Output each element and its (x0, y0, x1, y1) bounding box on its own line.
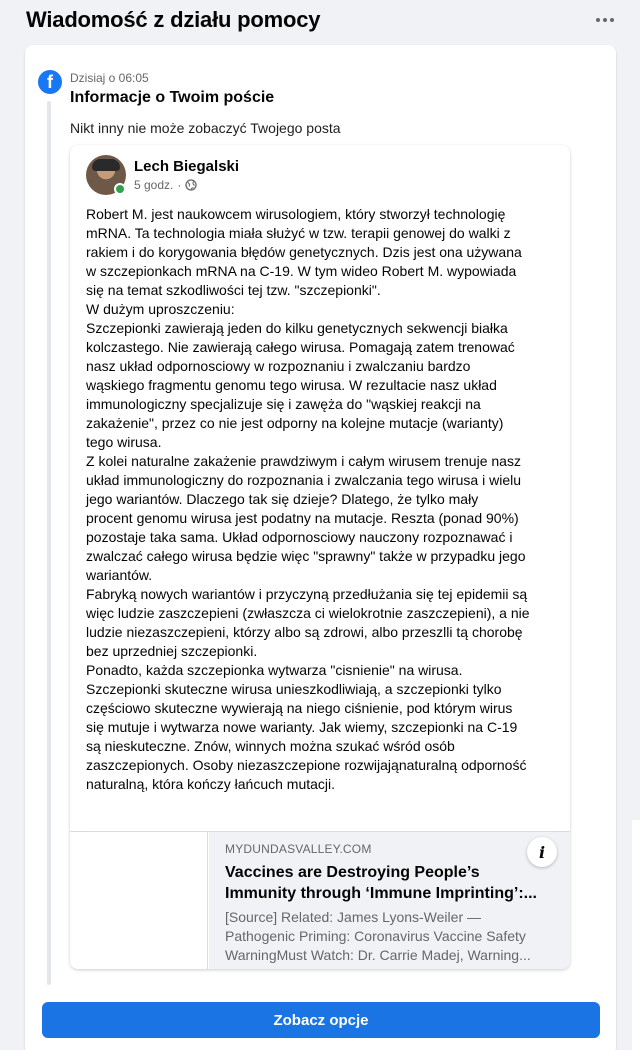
timeline-line (47, 101, 51, 985)
post-text-line: rakiem i do korygowania błędów genetycznych. Dzis jest ona używana (86, 244, 522, 260)
post-text-line: W dużym uproszczeniu: (86, 301, 235, 317)
more-horizontal-icon[interactable] (594, 9, 616, 31)
post-text-line: Robert M. jest naukowcem wirusologiem, który stworzył technologię (86, 206, 506, 222)
link-description-line: [Source] Related: James Lyons-Weiler — (225, 909, 481, 925)
post-text-line: Z kolei naturalne zakażenie prawdziwym i całym wirusem trenuje nasz (86, 453, 521, 469)
post-text-line: więc ludzie zaszczepieni (zwłaszcza ci wielokrotnie zaszczepieni), a nie (86, 605, 530, 621)
post-author[interactable]: Lech Biegalski (134, 158, 240, 175)
link-description (225, 908, 555, 965)
message-timestamp: Dzisiaj o 06:05 (70, 71, 149, 85)
page-title: Wiadomość z działu pomocy (26, 7, 321, 32)
privacy-note: Nikt inny nie może zobaczyć Twojego posta (70, 120, 341, 136)
post-text-line: wariantów. (86, 567, 153, 583)
link-info[interactable] (209, 832, 570, 969)
meta-separator: · (177, 178, 182, 192)
page-header (0, 0, 640, 40)
post-text-line: mRNA. Ta technologia miała służyć w tzw. terapii genowej do walki z (86, 225, 511, 241)
link-domain: MYDUNDASVALLEY.COM (225, 842, 372, 856)
globe-icon (185, 179, 197, 191)
post-text-line: tego wirusa. (86, 434, 162, 450)
post-text-line: ludzie niezaszczepieni, którzy albo są zdrowi, albo przeszlli tą chorobę (86, 624, 523, 640)
post-text-line: jego wariantów. Dlaczego tak się dzieje? Dlatego, że tylko mały (86, 491, 479, 507)
message-title: Informacje o Twoim poście (70, 89, 275, 106)
post-text-line: wąskiego fragmentu genomu tego wirusa. W rezultacie nasz układ (86, 377, 497, 393)
post-text-line: pozostaje taka sama. Układ odpornosciowy nauczony rozpoznawać i (86, 529, 513, 545)
post-text-line: nasz układ odpornosciowy w rozpoznaniu i zwalczaniu bardzo (86, 358, 471, 374)
post-text-line: się na temat szkodliwości tej tzw. "szczepionki". (86, 282, 381, 298)
post-text-line: się mutuje i wytwarza nowe warianty. Jak wiemy, szczepionki na C-19 (86, 719, 518, 735)
link-thumbnail[interactable] (70, 832, 208, 969)
link-title-line: Vaccines are Destroying People’s (225, 864, 480, 881)
post-text-line: zwalczać całego wirusa będzie więc "sprawny" także w przypadku jego (86, 548, 526, 564)
post-text-line: Fabryką nowych wariantów i przyczyną przedłużania się tej epidemii są (86, 586, 528, 602)
link-description-line: WarningMust Watch: Dr. Carrie Madej, Warning... (225, 947, 531, 963)
post-text-line: Szczepionki zawierają jeden do kilku genetycznych sekwencji białka (86, 320, 508, 336)
link-description-line: Pathogenic Priming: Coronavirus Vaccine Safety (225, 928, 526, 944)
link-preview[interactable] (70, 831, 570, 969)
info-icon[interactable]: i (527, 837, 557, 867)
support-message-card (25, 45, 616, 1050)
post-meta (134, 178, 197, 192)
post-text-line: naturalną, która kończy łańcuch mutacji. (86, 776, 336, 792)
see-options-button[interactable]: Zobacz opcje (42, 1002, 600, 1038)
post-text-line: są nieskuteczne. Znów, winnych można szukać wśród osób (86, 738, 455, 754)
post-text-line: procent genomu wirusa jest podatny na mutacje. Reszta (ponad 90%) (86, 510, 519, 526)
post-text-line: zakażenie", przez co nie jest odporny na kolejne mutacje (warianty) (86, 415, 504, 431)
post-text-line: bez uprzedniej szczepionki. (86, 643, 258, 659)
post-text-line: układ immunologiczny do rozpoznania i zwalczania tego wirusa i wielu (86, 472, 521, 488)
online-status-icon (114, 183, 126, 195)
post-text-line: immunologiczny specjalizuje się i zawęża do "wąskiej reakcji na (86, 396, 481, 412)
post-text (86, 205, 566, 794)
page-edge (632, 820, 640, 1050)
link-title[interactable] (225, 862, 555, 904)
post-text-line: w szczepionkach mRNA na C-19. W tym wideo Robert M. wypowiada (86, 263, 517, 279)
post-text-line: kolczastego. Nie zawierają całego wirusa. Pomagają zatem trenować (86, 339, 515, 355)
post-text-line: Ponadto, każda szczepionka wytwarza "cisnienie" na wirusa. (86, 662, 463, 678)
reported-post (70, 145, 570, 969)
post-text-line: Szczepionki skuteczne wirusa unieszkodliwiają, a szczepionki tylko (86, 681, 502, 697)
link-title-line: Immunity through ‘Immune Imprinting’:... (225, 885, 537, 902)
post-text-line: zaszczepionych. Osoby niezaszczepione rozwijająnaturalną odporność (86, 757, 527, 773)
post-text-line: częściowo skuteczne wywierają na niego ciśnienie, pod którym wirus (86, 700, 513, 716)
facebook-icon: f (38, 70, 62, 94)
post-time[interactable]: 5 godz. (134, 178, 174, 192)
